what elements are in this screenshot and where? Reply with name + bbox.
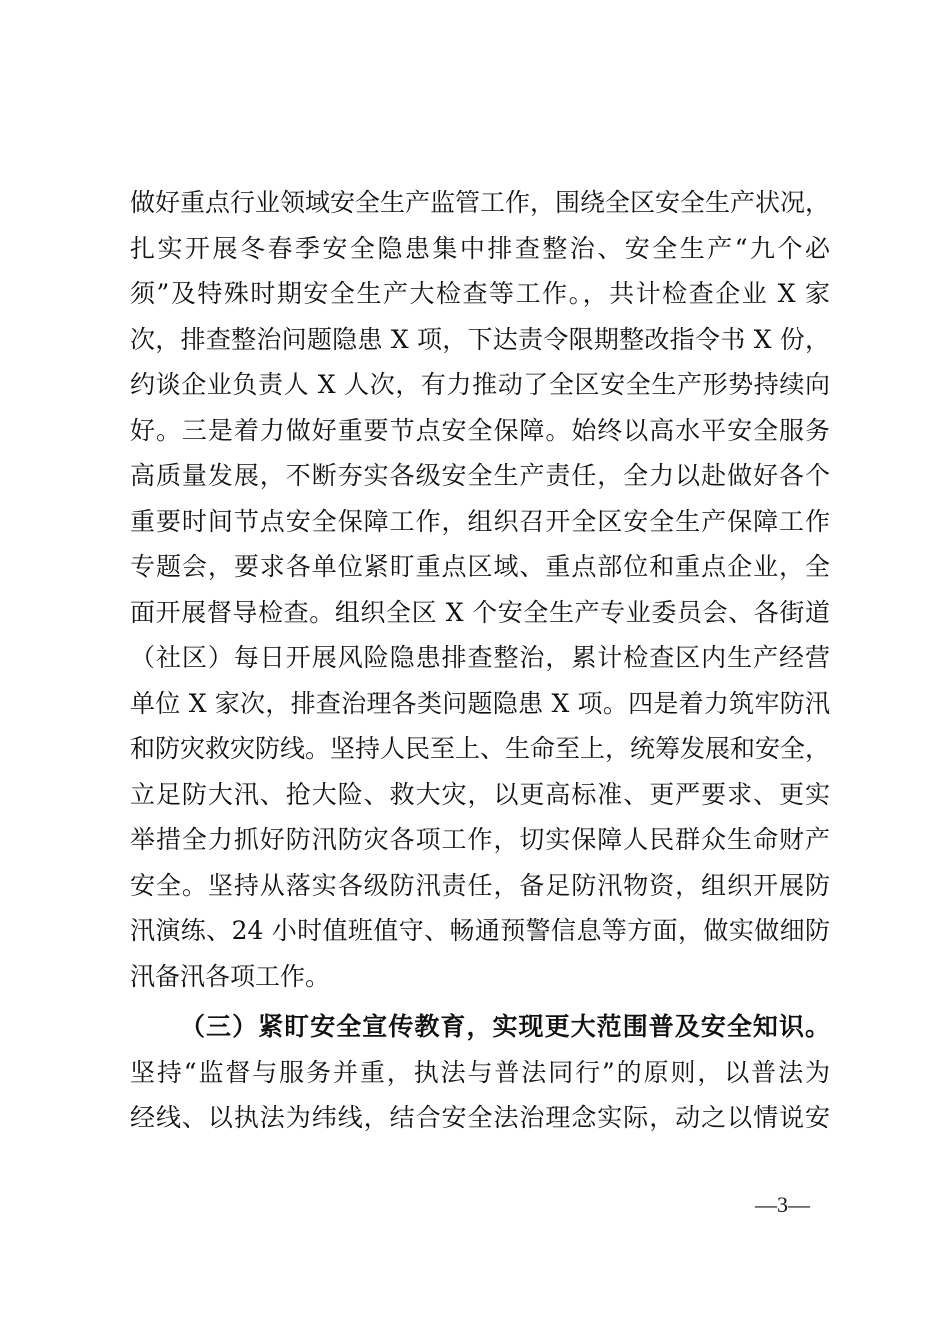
paragraph-1 [130, 180, 830, 999]
text-line: 专题会，要求各单位紧盯重点区域、重点部位和重点企业，全 [130, 552, 830, 581]
text-line: 和防灾救灾防线。坚持人民至上、生命至上，统筹发展和安全， [130, 734, 831, 763]
section-heading: （三）紧盯安全宣传教育，实现更大范围普及安全知识。 [180, 1012, 830, 1041]
text-line: 面开展督导检查。组织全区 X 个安全生产专业委员会、各街道 [130, 597, 830, 627]
text-line: 高质量发展，不断夯实各级安全生产责任，全力以赴做好各个 [130, 461, 830, 490]
text-line: 重要时间节点安全保障工作，组织召开全区安全生产保障工作 [130, 506, 830, 536]
text-line: 坚持“监督与服务并重，执法与普法同行”的原则，以普法为 [130, 1057, 830, 1087]
text-line: 举措全力抓好防汛防灾各项工作，切实保障人民群众生命财产 [130, 825, 830, 854]
body-text [130, 180, 830, 1141]
text-line: 好。三是着力做好重要节点安全保障。始终以高水平安全服务 [130, 415, 830, 445]
text-line: 汛演练、24 小时值班值守、畅通预警信息等方面，做实做细防 [130, 916, 830, 945]
section-3 [130, 1004, 830, 1141]
page-number: —3— [755, 1192, 810, 1217]
text-line: 做好重点行业领域安全生产监管工作，围绕全区安全生产状况， [130, 188, 831, 217]
text-line: 汛备汛各项工作。 [130, 961, 331, 991]
text-line: （社区）每日开展风险隐患排查整治，累计检查区内生产经营 [130, 643, 830, 672]
text-line: 须”及特殊时期安全生产大检查等工作。，共计检查企业 X 家 [130, 279, 830, 308]
text-line: 单位 X 家次，排查治理各类问题隐患 X 项。四是着力筑牢防汛 [130, 688, 830, 718]
text-line: 约谈企业负责人 X 人次，有力推动了全区安全生产形势持续向 [130, 370, 830, 399]
text-line: 安全。坚持从落实各级防汛责任，备足防汛物资，组织开展防 [130, 870, 830, 900]
text-line: 立足防大汛、抢大险、救大灾，以更高标准、更严要求、更实 [130, 779, 830, 809]
text-line: 经线、以执法为纬线，结合安全法治理念实际，动之以情说安 [130, 1103, 830, 1132]
text-line: 扎实开展冬春季安全隐患集中排查整治、安全生产“九个必 [130, 233, 830, 263]
text-line: 次，排查整治问题隐患 X 项，下达责令限期整改指令书 X 份， [130, 324, 830, 354]
